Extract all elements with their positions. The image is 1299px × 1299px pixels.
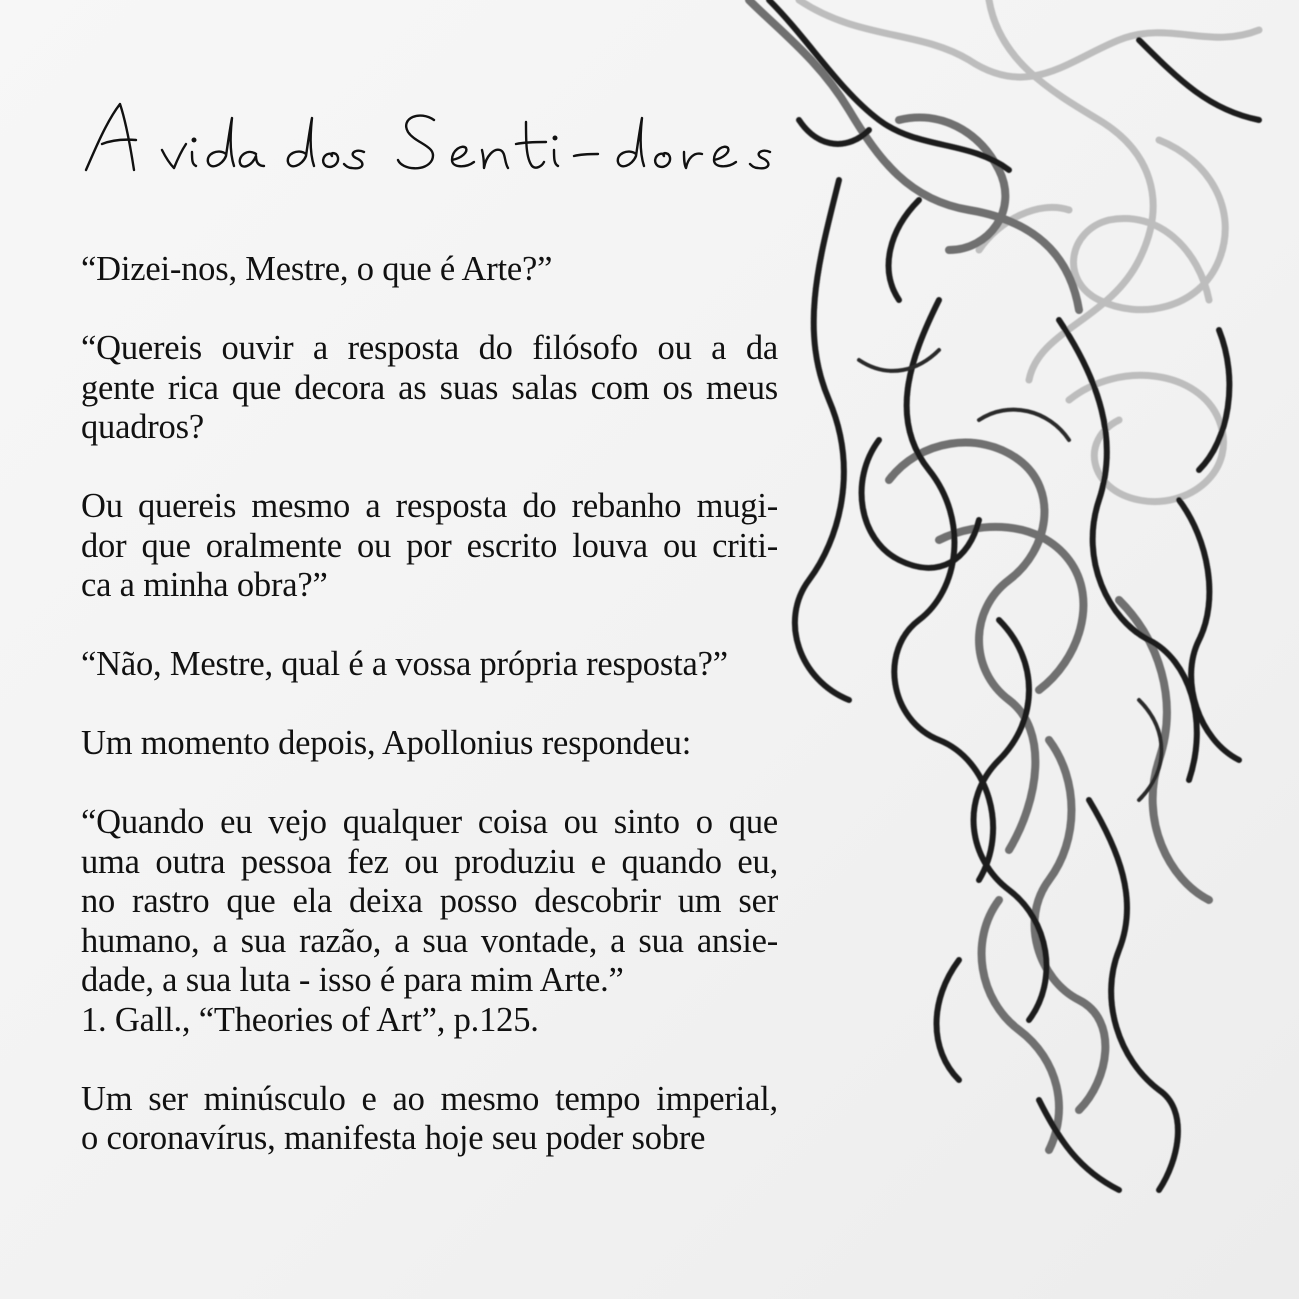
text-line: uma outra pessoa fez ou produziu e quando eu,	[81, 842, 778, 881]
paragraph-question: “Dizei-nos, Mestre, o que é Arte?”	[81, 250, 553, 288]
tangled-yarn-image	[739, 0, 1299, 1299]
text-line: o coronavírus, manifesta hoje seu poder sobre	[81, 1119, 706, 1157]
body-text	[81, 250, 778, 1159]
text-line: “Quando eu vejo qualquer coisa ou sinto o que	[81, 803, 778, 841]
paragraph-apollonius-answer	[81, 803, 778, 1001]
text-line: Ou quereis mesmo a resposta do rebanho mugi-	[81, 487, 778, 525]
paragraph-narration: Um momento depois, Apollonius respondeu:	[81, 724, 692, 762]
paragraph-question-2: “Não, Mestre, qual é a vossa própria resposta?”	[81, 645, 728, 683]
paragraph-coronavirus	[81, 1080, 778, 1159]
text-line: dade, a sua luta - isso é para mim Arte.”	[81, 961, 624, 999]
footnote-citation: 1. Gall., “Theories of Art”, p.125.	[81, 1000, 539, 1039]
text-line: quadros?	[81, 408, 204, 446]
text-line: no rastro que ela deixa posso descobrir um ser	[81, 882, 778, 920]
text-line: humano, a sua razão, a sua vontade, a sua ansie-	[81, 921, 778, 960]
paragraph-answer-2	[81, 487, 778, 606]
text-line: gente rica que decora as suas salas com os meus	[81, 368, 778, 407]
page-title	[80, 92, 800, 192]
text-line: Um ser minúsculo e ao mesmo tempo imperial,	[81, 1079, 778, 1118]
paragraph-answer-1	[81, 329, 778, 448]
text-line: dor que oralmente ou por escrito louva ou criti-	[81, 526, 778, 565]
text-line: “Quereis ouvir a resposta do filósofo ou a da	[81, 329, 778, 367]
handwritten-title	[80, 92, 800, 192]
text-line: ca a minha obra?”	[81, 566, 328, 604]
